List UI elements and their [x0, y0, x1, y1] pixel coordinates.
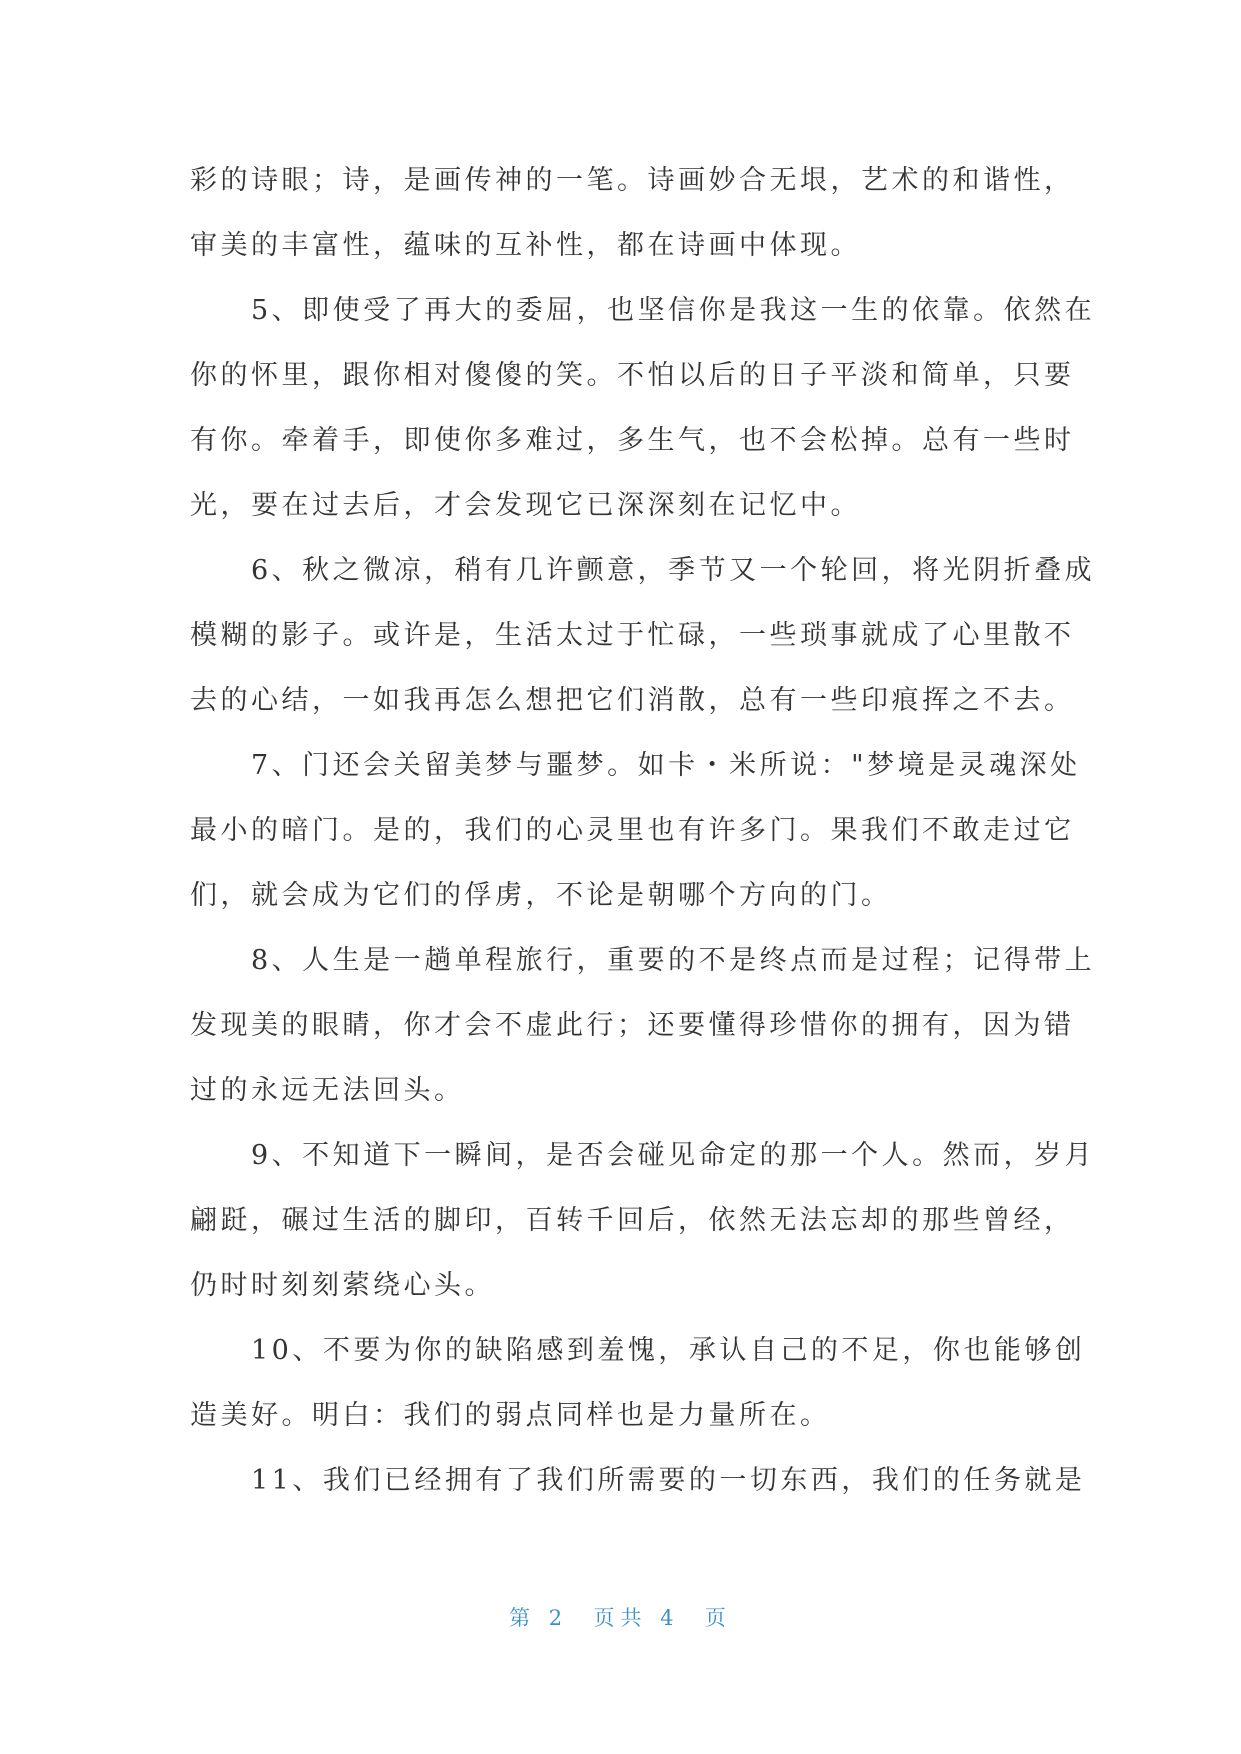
page-number-footer: 第 2 页共 4 页 — [509, 1606, 732, 1630]
text-line: 8、人生是一趟单程旅行，重要的不是终点而是过程；记得带上 — [190, 945, 1096, 976]
text-line: 6、秋之微凉，稍有几许颤意，季节又一个轮回，将光阴折叠成 — [190, 555, 1096, 586]
text-line: 11、我们已经拥有了我们所需要的一切东西，我们的任务就是 — [190, 1465, 1086, 1496]
text-line: 翩跹，碾过生活的脚印，百转千回后，依然无法忘却的那些曾经， — [190, 1205, 1075, 1236]
text-line: 彩的诗眼；诗，是画传神的一笔。诗画妙合无垠，艺术的和谐性， — [190, 165, 1075, 196]
text-line: 造美好。明白：我们的弱点同样也是力量所在。 — [190, 1400, 831, 1431]
text-line: 光，要在过去后，才会发现它已深深刻在记忆中。 — [190, 490, 861, 521]
text-line: 10、不要为你的缺陷感到羞愧，承认自己的不足，你也能够创 — [190, 1335, 1086, 1366]
text-line: 去的心结，一如我再怎么想把它们消散，总有一些印痕挥之不去。 — [190, 685, 1075, 716]
text-line: 仍时时刻刻萦绕心头。 — [190, 1270, 495, 1301]
text-line: 发现美的眼睛，你才会不虚此行；还要懂得珍惜你的拥有，因为错 — [190, 1010, 1075, 1041]
text-line: 7、门还会关留美梦与噩梦。如卡・米所说："梦境是灵魂深处 — [190, 750, 1081, 781]
text-line: 过的永远无法回头。 — [190, 1075, 465, 1106]
text-line: 审美的丰富性，蕴味的互补性，都在诗画中体现。 — [190, 230, 861, 261]
text-line: 最小的暗门。是的，我们的心灵里也有许多门。果我们不敢走过它 — [190, 815, 1075, 846]
text-line: 5、即使受了再大的委屈，也坚信你是我这一生的依靠。依然在 — [190, 295, 1096, 326]
text-line: 9、不知道下一瞬间，是否会碰见命定的那一个人。然而，岁月 — [190, 1140, 1096, 1171]
text-line: 模糊的影子。或许是，生活太过于忙碌，一些琐事就成了心里散不 — [190, 620, 1075, 651]
text-line: 有你。牵着手，即使你多难过，多生气，也不会松掉。总有一些时 — [190, 425, 1075, 456]
text-line: 你的怀里，跟你相对傻傻的笑。不怕以后的日子平淡和简单，只要 — [190, 360, 1075, 391]
text-line: 们，就会成为它们的俘虏，不论是朝哪个方向的门。 — [190, 880, 892, 911]
